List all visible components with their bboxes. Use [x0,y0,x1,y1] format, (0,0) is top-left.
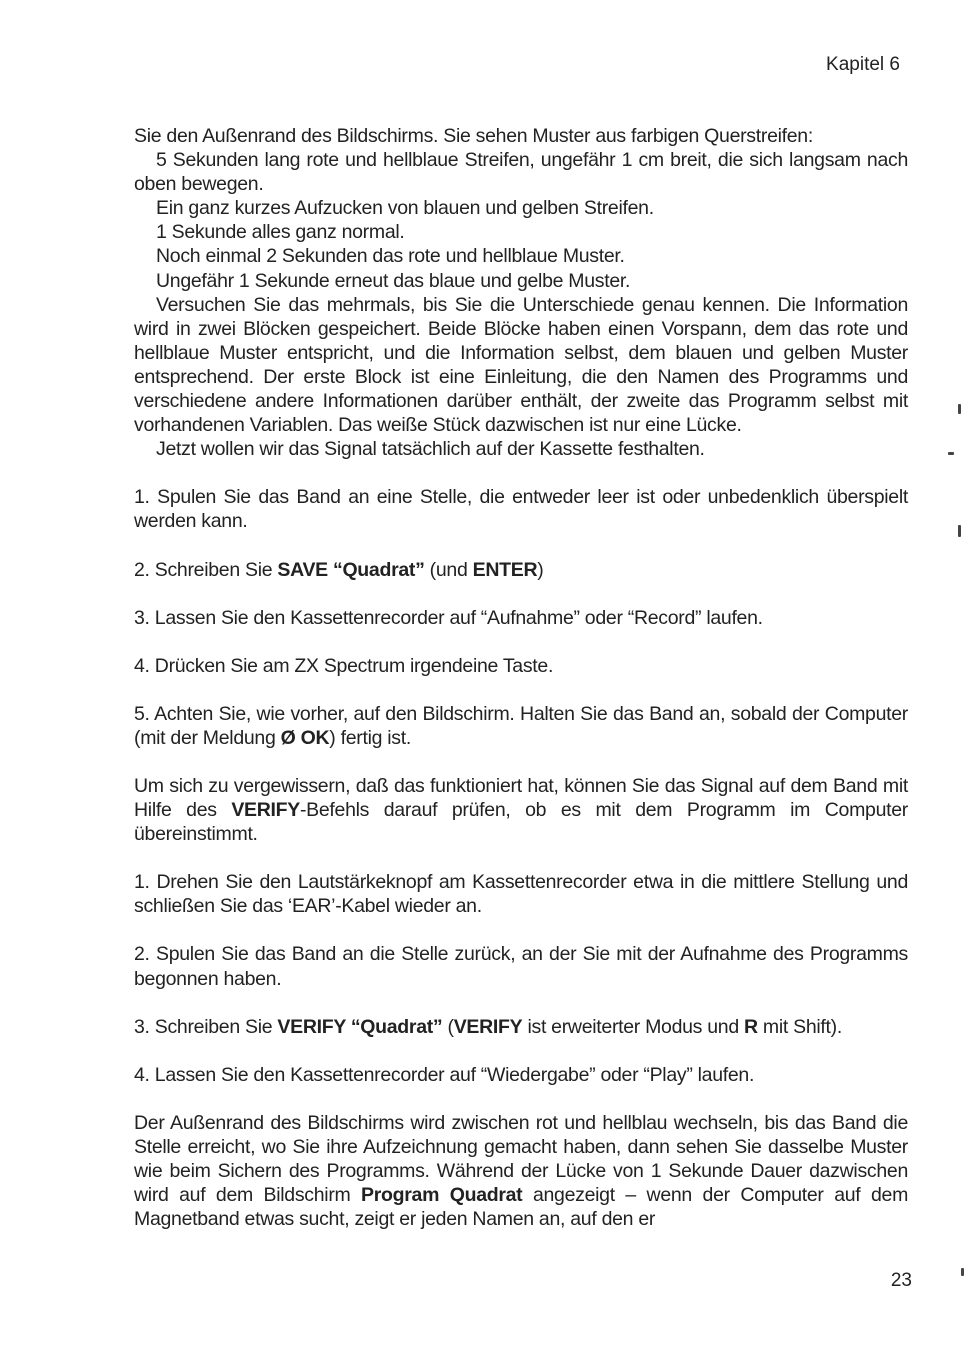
scan-mark [958,404,961,414]
closing-paragraph: Der Außenrand des Bildschirms wird zwischen rot und hellblau wechseln, bis das Band die Stelle erreicht, wo Sie ihre Aufzeichnung gemacht haben, dann sehen Sie dasselbe Muster wie beim Sichern des Programms. Während der Lücke von 1 Sekunde Dauer dazwischen wird auf dem Bildschirm Program Quadrat angezeigt – wenn der Computer auf dem Magnetband etwas sucht, zeigt er jeden Namen an, auf den er [134,1111,909,1231]
intro-line-6: Ungefähr 1 Sekunde erneut das blaue und gelbe Muster. [156,269,631,292]
intro-line-3: Ein ganz kurzes Aufzucken von blauen und gelben Streifen. [156,197,654,220]
verify-step-1: 1. Drehen Sie den Lautstärkeknopf am Kassettenrecorder etwa in die mittlere Stellung und schließen Sie das ‘EAR’-Kabel wieder an. [134,871,908,918]
scan-mark [961,1268,964,1276]
verify-step-3: 3. Schreiben Sie VERIFY “Quadrat” (VERIFY ist erweiterter Modus und R mit Shift). [134,1015,842,1038]
verify-keyword-2: VERIFY [453,1015,523,1038]
scan-mark [948,452,954,455]
save-step-3: 3. Lassen Sie den Kassettenrecorder auf “Aufnahme” oder “Record” laufen. [134,606,763,629]
page-number: 23 [890,1270,912,1291]
save-step-5: 5. Achten Sie, wie vorher, auf den Bildschirm. Halten Sie das Band an, sobald der Computer (mit der Meldung Ø OK) fertig ist. [134,702,908,749]
body-text [134,124,908,1231]
verify-step-4: 4. Lassen Sie den Kassettenrecorder auf “Wiedergabe” oder “Play” laufen. [134,1063,755,1086]
save-step-1: 1. Spulen Sie das Band an eine Stelle, die entweder leer ist oder unbedenklich überspielt werden kann. [134,486,908,533]
r-key: R [744,1015,758,1038]
enter-key: ENTER [472,558,538,581]
verify-intro: Um sich zu vergewissern, daß das funktioniert hat, können Sie das Signal auf dem Band mit Hilfe des VERIFY-Befehls darauf prüfen, ob es mit dem Programm im Computer übereinstimmt. [134,774,908,846]
intro-line-5: Noch einmal 2 Sekunden das rote und hellblaue Muster. [156,245,625,268]
ok-message: Ø OK [280,726,330,749]
save-command: SAVE “Quadrat” [277,558,425,581]
intro-line-1: Sie den Außenrand des Bildschirms. Sie sehen Muster aus farbigen Querstreifen: [134,125,813,147]
intro-line-2: 5 Sekunden lang rote und hellblaue Streifen, ungefähr 1 cm breit, die sich langsam nach oben bewegen. [134,149,908,196]
scan-mark [958,525,961,537]
verify-command: VERIFY “Quadrat” [277,1015,443,1038]
chapter-header: Kapitel 6 [826,54,900,75]
program-quadrat-text: Program Quadrat [361,1184,523,1207]
intro-line-record: Jetzt wollen wir das Signal tatsächlich auf der Kassette festhalten. [156,438,705,461]
save-step-2: 2. Schreiben Sie SAVE “Quadrat” (und ENTER) [134,558,544,581]
verify-step-2: 2. Spulen Sie das Band an die Stelle zurück, an der Sie mit der Aufnahme des Programms begonnen haben. [134,943,908,990]
intro-paragraph-blocks: Versuchen Sie das mehrmals, bis Sie die Unterschiede genau kennen. Die Information wird in zwei Blöcken gespeichert. Beide Blöcke haben einen Vorspann, dem das rote und hellblaue Muster entspricht, und die Information selbst, dem blauen und gelben Muster entsprechend. Der erste Block ist eine Einleitung, die den Namen des Programms und verschiedene andere Informationen darüber enthält, der zweite das Programm selbst mit vorhandenen Variablen. Das weiße Stück dazwischen ist nur eine Lücke. [134,293,908,437]
save-step-4: 4. Drücken Sie am ZX Spectrum irgendeine Taste. [134,654,554,677]
intro-line-4: 1 Sekunde alles ganz normal. [156,221,405,244]
verify-keyword: VERIFY [231,799,300,822]
